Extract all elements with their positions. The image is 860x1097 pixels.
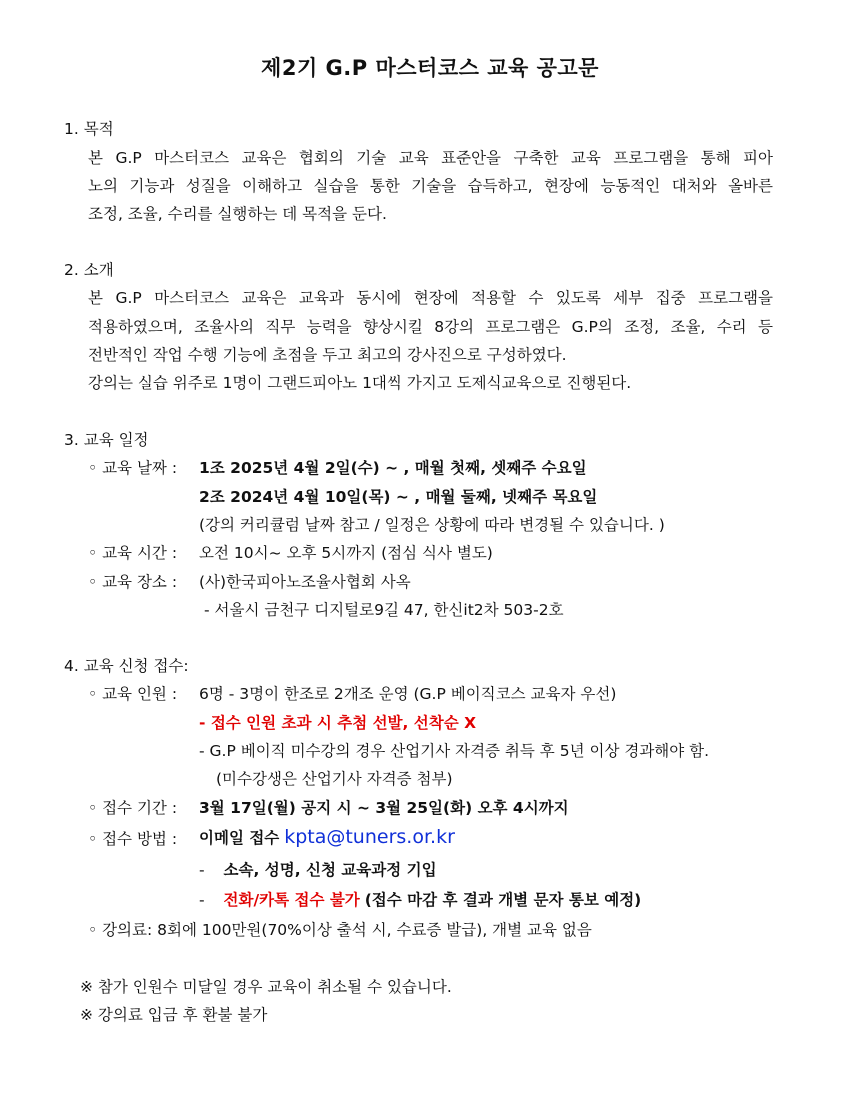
- time-value: 오전 10시~ 오후 5시까지 (점심 식사 별도): [199, 544, 493, 562]
- address: - 서울시 금천구 디지털로9길 47, 한신it2차 503-2호: [204, 601, 564, 619]
- date-label: ◦ 교육 날짜 :: [88, 459, 178, 477]
- period-label: ◦ 접수 기간 :: [88, 799, 178, 817]
- people-value: 6명 - 3명이 한조로 2개조 운영 (G.P 베이직코스 교육자 우선): [199, 685, 617, 703]
- page-title: 제2기 G.P 마스터코스 교육 공고문: [261, 56, 599, 80]
- date-note: (강의 커리큘럼 날짜 참고 / 일정은 상황에 따라 변경될 수 있습니다. ): [199, 516, 665, 534]
- place-label: ◦ 교육 장소 :: [88, 573, 178, 591]
- purpose-text-line: 본 G.P 마스터코스 교육은 협회의 기술 교육 표준안을 구축한 교육 프로그램을 통해 피아: [88, 149, 773, 167]
- people-label: ◦ 교육 인원 :: [88, 685, 178, 703]
- notice-cancellation: ※ 참가 인원수 미달일 경우 교육이 취소될 수 있습니다.: [80, 978, 452, 996]
- people-note: - G.P 베이직 미수강의 경우 산업기사 자격증 취득 후 5년 이상 경과해야 함.: [199, 742, 710, 760]
- people-red-notice: - 접수 인원 초과 시 추첨 선발, 선착순 X: [199, 714, 477, 732]
- time-label: ◦ 교육 시간 :: [88, 544, 178, 562]
- intro-text-line: 강의는 실습 위주로 1명이 그랜드피아노 1대씩 가지고 도제식교육으로 진행된다.: [88, 374, 632, 392]
- email-link[interactable]: kpta@tuners.or.kr: [284, 826, 455, 848]
- method-note-1: [199, 860, 437, 880]
- intro-text-line: 적용하였으며, 조율사의 직무 능력을 향상시킬 8강의 프로그램은 G.P의 조정, 조율, 수리 등: [88, 318, 773, 336]
- notice-refund: ※ 강의료 입금 후 환불 불가: [80, 1006, 268, 1024]
- place-value: (사)한국피아노조율사협회 사옥: [199, 573, 411, 591]
- method-result-note: (접수 마감 후 결과 개별 문자 통보 예정): [364, 891, 642, 909]
- section-schedule-heading: 3. 교육 일정: [64, 431, 149, 449]
- people-note-attachment: (미수강생은 산업기사 자격증 첨부): [216, 770, 453, 788]
- date-group-1: 1조 2025년 4월 2일(수) ~ , 매월 첫째, 셋째주 수요일: [199, 459, 587, 477]
- method-value: [199, 827, 455, 848]
- section-intro-heading: 2. 소개: [64, 261, 114, 279]
- dash: -: [199, 891, 205, 909]
- date-group-2: 2조 2024년 4월 10일(목) ~ , 매월 둘째, 넷째주 목요일: [199, 488, 598, 506]
- section-purpose-heading: 1. 목적: [64, 120, 114, 138]
- method-text: 이메일 접수: [199, 829, 280, 847]
- dash: -: [199, 861, 205, 879]
- intro-text-line: 본 G.P 마스터코스 교육은 교육과 동시에 현장에 적용할 수 있도록 세부 집중 프로그램을: [88, 289, 773, 307]
- period-value: 3월 17일(월) 공지 시 ~ 3월 25일(화) 오후 4시까지: [199, 799, 569, 817]
- purpose-text-line: 조정, 조율, 수리를 실행하는 데 목적을 둔다.: [88, 205, 387, 223]
- method-note-2: [199, 890, 641, 910]
- intro-text-line: 전반적인 작업 수행 기능에 초점을 두고 최고의 강사진으로 구성하였다.: [88, 346, 567, 364]
- purpose-text-line: 노의 기능과 성질을 이해하고 실습을 통한 기술을 습득하고, 현장에 능동적인 대처와 올바른: [88, 177, 773, 195]
- method-note-text: 소속, 성명, 신청 교육과정 기입: [223, 861, 437, 879]
- fee-line: ◦ 강의료: 8회에 100만원(70%이상 출석 시, 수료증 발급), 개별 교육 없음: [88, 921, 592, 939]
- method-red-notice: 전화/카톡 접수 불가: [223, 891, 360, 909]
- section-application-heading: 4. 교육 신청 접수:: [64, 657, 189, 675]
- method-label: ◦ 접수 방법 :: [88, 830, 178, 848]
